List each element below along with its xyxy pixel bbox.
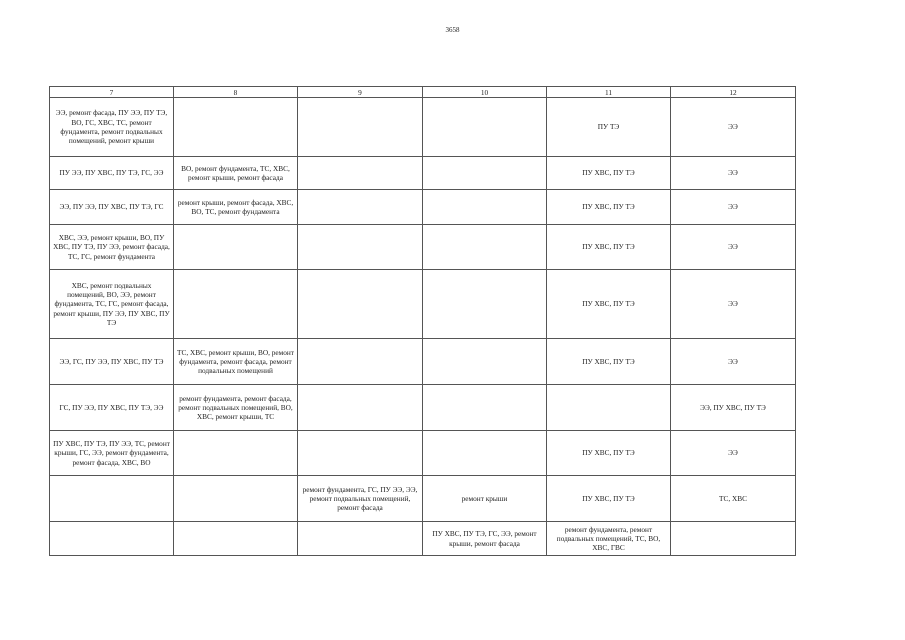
table-cell bbox=[174, 98, 298, 157]
table-cell bbox=[423, 385, 547, 431]
table-cell: ЭЭ bbox=[671, 190, 796, 225]
table-cell bbox=[174, 476, 298, 522]
table-cell bbox=[50, 476, 174, 522]
table-row bbox=[50, 270, 796, 339]
table-cell bbox=[423, 431, 547, 476]
table-cell: ЭЭ bbox=[671, 270, 796, 339]
table-cell: ПУ ХВС, ПУ ТЭ bbox=[547, 431, 671, 476]
table-cell bbox=[423, 339, 547, 385]
table-cell: ремонт фундамента, ремонт подвальных помещений, ТС, ВО, ХВС, ГВС bbox=[547, 522, 671, 556]
table-cell bbox=[298, 431, 423, 476]
table-cell: ХВС, ремонт подвальных помещений, ВО, ЭЭ, ремонт фундамента, ТС, ГС, ремонт фасада, ремонт крыши, ПУ ЭЭ, ПУ ХВС, ПУ ТЭ bbox=[50, 270, 174, 339]
table-cell: ЭЭ, ПУ ХВС, ПУ ТЭ bbox=[671, 385, 796, 431]
table-cell: ЭЭ, ПУ ЭЭ, ПУ ХВС, ПУ ТЭ, ГС bbox=[50, 190, 174, 225]
table-cell bbox=[298, 522, 423, 556]
table-cell: ЭЭ, ремонт фасада, ПУ ЭЭ, ПУ ТЭ, ВО, ГС, ХВС, ТС, ремонт фундамента, ремонт подвальных помещений, ремонт крыши bbox=[50, 98, 174, 157]
table-row bbox=[50, 385, 796, 431]
table-cell bbox=[50, 522, 174, 556]
table-cell bbox=[298, 270, 423, 339]
table-row bbox=[50, 157, 796, 190]
table-cell: ПУ ХВС, ПУ ТЭ, ГС, ЭЭ, ремонт крыши, ремонт фасада bbox=[423, 522, 547, 556]
table-cell bbox=[423, 190, 547, 225]
table-cell: ГС, ПУ ЭЭ, ПУ ХВС, ПУ ТЭ, ЭЭ bbox=[50, 385, 174, 431]
table-cell: ЭЭ bbox=[671, 98, 796, 157]
table-cell: ПУ ХВС, ПУ ТЭ bbox=[547, 270, 671, 339]
table-cell bbox=[547, 385, 671, 431]
table-cell: ЭЭ bbox=[671, 431, 796, 476]
table-cell: ПУ ХВС, ПУ ТЭ bbox=[547, 225, 671, 270]
table-cell bbox=[423, 225, 547, 270]
table-cell bbox=[423, 98, 547, 157]
table-cell bbox=[174, 522, 298, 556]
table-cell: ПУ ХВС, ПУ ТЭ bbox=[547, 157, 671, 190]
table-cell: ЭЭ bbox=[671, 339, 796, 385]
table-cell bbox=[423, 270, 547, 339]
table-row bbox=[50, 476, 796, 522]
table-cell bbox=[423, 157, 547, 190]
table-cell: ремонт крыши, ремонт фасада, ХВС, ВО, ТС, ремонт фундамента bbox=[174, 190, 298, 225]
table-cell: ПУ ХВС, ПУ ТЭ, ПУ ЭЭ, ТС, ремонт крыши, ГС, ЭЭ, ремонт фундамента, ремонт фасада, ХВС, ВО bbox=[50, 431, 174, 476]
table-cell bbox=[174, 225, 298, 270]
table-cell bbox=[671, 522, 796, 556]
table-row bbox=[50, 190, 796, 225]
table-cell bbox=[298, 339, 423, 385]
table-row bbox=[50, 225, 796, 270]
table-cell: ЭЭ bbox=[671, 225, 796, 270]
table-cell: ХВС, ЭЭ, ремонт крыши, ВО, ПУ ХВС, ПУ ТЭ, ПУ ЭЭ, ремонт фасада, ТС, ГС, ремонт фундамента bbox=[50, 225, 174, 270]
column-header: 10 bbox=[423, 87, 547, 98]
table-cell bbox=[298, 190, 423, 225]
table-cell: ПУ ХВС, ПУ ТЭ bbox=[547, 476, 671, 522]
table-row bbox=[50, 431, 796, 476]
table-cell: ЭЭ, ГС, ПУ ЭЭ, ПУ ХВС, ПУ ТЭ bbox=[50, 339, 174, 385]
table-cell: ремонт фундамента, ремонт фасада, ремонт подвальных помещений, ВО, ХВС, ремонт крыши, ТС bbox=[174, 385, 298, 431]
table-row bbox=[50, 98, 796, 157]
table-cell bbox=[298, 385, 423, 431]
table-cell: ТС, ХВС bbox=[671, 476, 796, 522]
table-cell: ПУ ХВС, ПУ ТЭ bbox=[547, 339, 671, 385]
table-cell: ЭЭ bbox=[671, 157, 796, 190]
column-header: 12 bbox=[671, 87, 796, 98]
table-cell bbox=[298, 225, 423, 270]
table-cell bbox=[298, 98, 423, 157]
table-cell: ремонт фундамента, ГС, ПУ ЭЭ, ЭЭ, ремонт подвальных помещений, ремонт фасада bbox=[298, 476, 423, 522]
table-cell: ремонт крыши bbox=[423, 476, 547, 522]
table-cell bbox=[298, 157, 423, 190]
table-cell bbox=[174, 431, 298, 476]
data-table bbox=[49, 86, 796, 556]
table-header-row bbox=[50, 87, 796, 98]
table-cell: ПУ ХВС, ПУ ТЭ bbox=[547, 190, 671, 225]
table-cell: ТС, ХВС, ремонт крыши, ВО, ремонт фундамента, ремонт фасада, ремонт подвальных помещений bbox=[174, 339, 298, 385]
column-header: 9 bbox=[298, 87, 423, 98]
table-cell: ПУ ЭЭ, ПУ ХВС, ПУ ТЭ, ГС, ЭЭ bbox=[50, 157, 174, 190]
page-number: 3658 bbox=[445, 26, 460, 34]
column-header: 8 bbox=[174, 87, 298, 98]
column-header: 11 bbox=[547, 87, 671, 98]
column-header: 7 bbox=[50, 87, 174, 98]
table-cell bbox=[174, 270, 298, 339]
table-row bbox=[50, 522, 796, 556]
table-cell: ВО, ремонт фундамента, ТС, ХВС, ремонт крыши, ремонт фасада bbox=[174, 157, 298, 190]
table-cell: ПУ ТЭ bbox=[547, 98, 671, 157]
table-row bbox=[50, 339, 796, 385]
